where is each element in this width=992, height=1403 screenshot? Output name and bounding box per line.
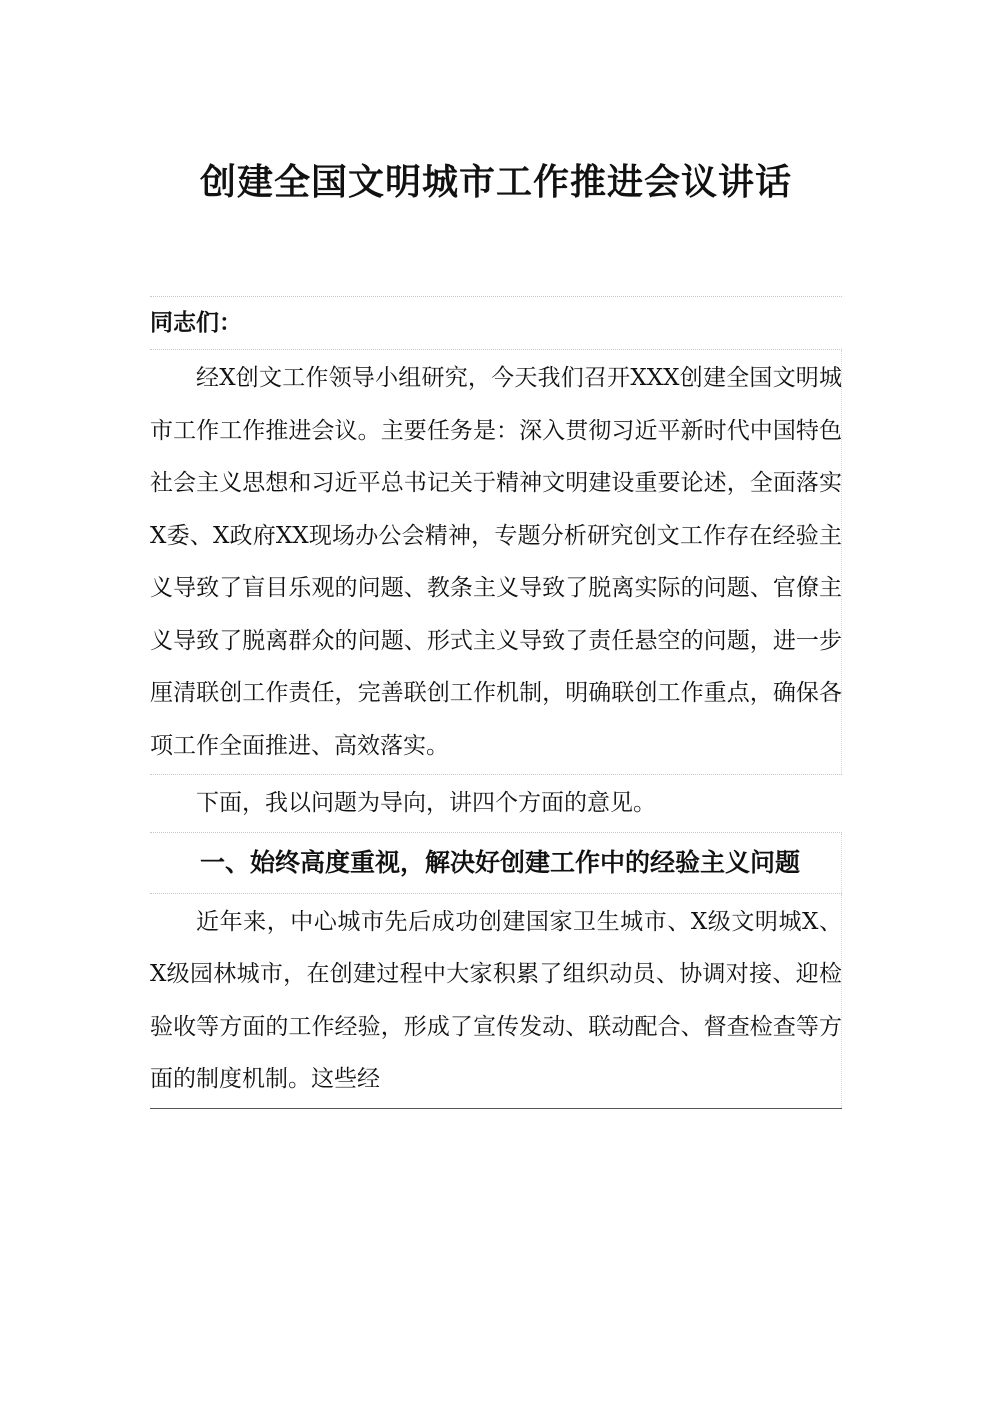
margin-guide [841, 350, 842, 774]
margin-guide [841, 894, 842, 1108]
section-heading-1: 一、始终高度重视，解决好创建工作中的经验主义问题 [200, 847, 801, 877]
paragraph-intro: 经X创文工作领导小组研究，今天我们召开XXX创建全国文明城市工作工作推进会议。主要任务是：深入贯彻习近平新时代中国特色社会主义思想和习近平总书记关于精神文明建设重要论述，全面落实X委、X政府XX现场办公会精神，专题分析研究创文工作存在经验主义导致了盲目乐观的问题、教条主义导致了脱离实际的问题、官僚主义导致了脱离群众的问题、形式主义导致了责任悬空的问题，进一步厘清联创工作责任，完善联创工作机制，明确联创工作重点，确保各项工作全面推进、高效落实。 [150, 365, 842, 759]
paragraph-block-1 [150, 349, 842, 774]
paragraph-block-2 [150, 774, 842, 832]
salutation-block [150, 296, 842, 349]
document-body [150, 296, 842, 1109]
salutation: 同志们： [150, 309, 242, 336]
margin-guide [841, 833, 842, 893]
document-title: 创建全国文明城市工作推进会议讲话 [199, 161, 792, 203]
paragraph-section-1: 近年来，中心城市先后成功创建国家卫生城市、X级文明城X、X级园林城市，在创建过程中大家积累了组织动员、协调对接、迎检验收等方面的工作经验，形成了宣传发动、联动配合、督查检查等方面的制度机制。这些经 [150, 908, 842, 1092]
paragraph-outline: 下面，我以问题为导向，讲四个方面的意见。 [196, 790, 656, 816]
heading-block [150, 832, 842, 893]
paragraph-block-3 [150, 893, 842, 1109]
